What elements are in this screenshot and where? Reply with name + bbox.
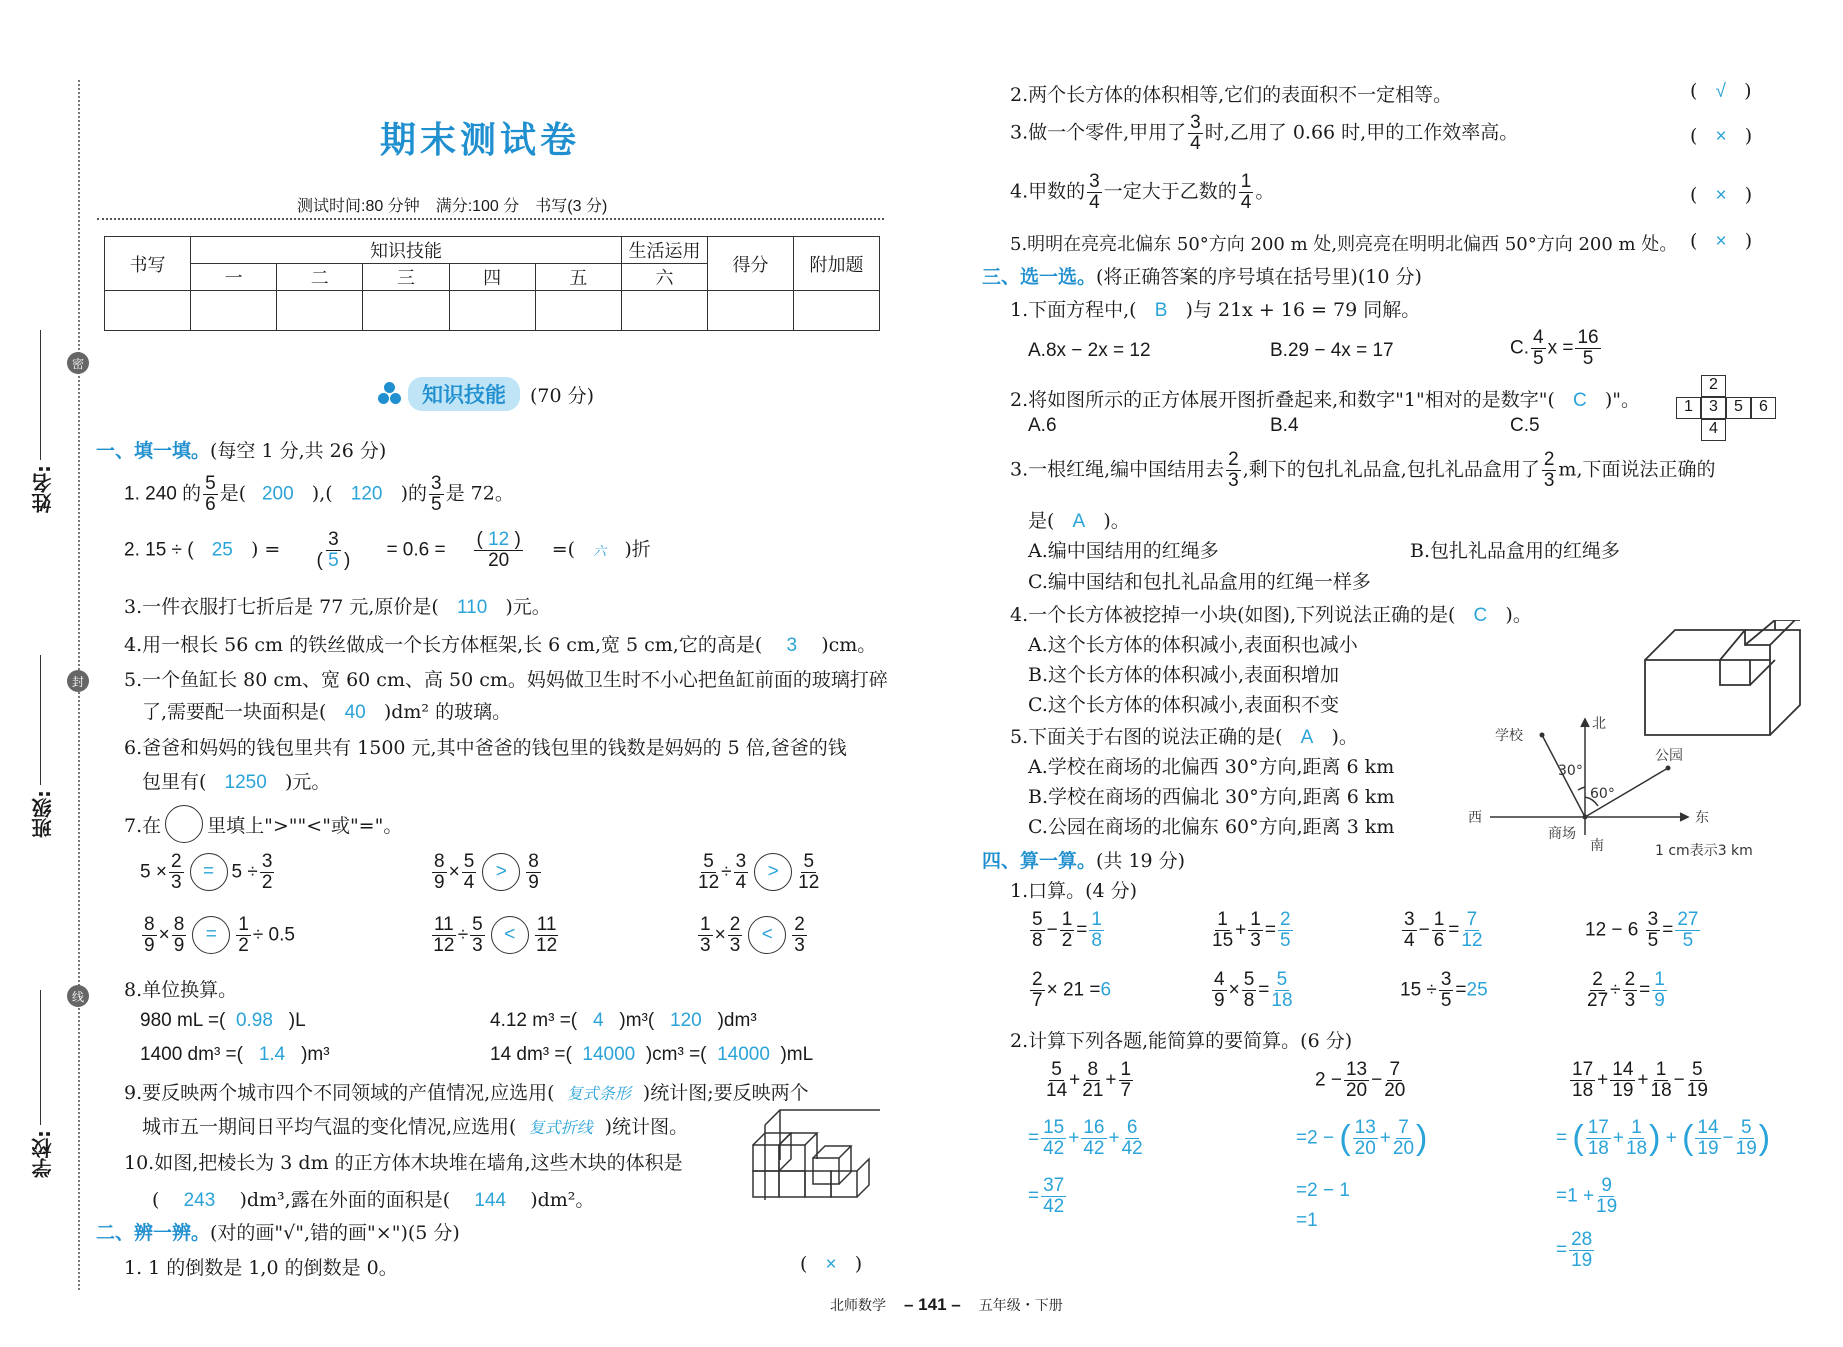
choice-5-C[interactable]: C.公园在商场的北偏东 60°方向,距离 3 km bbox=[1028, 816, 1395, 838]
seal-mi: 密 bbox=[67, 352, 89, 374]
calc-a-step1: = $\frac{15}{42}$ + $\frac{16}{42}$ + $\frac{6}{42}$ bbox=[1028, 1117, 1143, 1159]
choice-1: 1.下面方程中,( B )与 21x + 16 = 79 同解。 bbox=[1010, 299, 1421, 321]
choice-3-B[interactable]: B.包扎礼品盒用的红绳多 bbox=[1410, 540, 1621, 562]
cell-shenghuo: 生活运用 bbox=[622, 237, 708, 264]
choice-2-B[interactable]: B.4 bbox=[1270, 415, 1299, 436]
answer-blank[interactable]: 200 bbox=[261, 483, 294, 505]
q1-8-a4: 14 dm³ =( 14000 )cm³ =( 14000 )mL bbox=[490, 1044, 814, 1065]
choice-4-B[interactable]: B.这个长方体的体积减小,表面积增加 bbox=[1028, 664, 1340, 686]
choice-2-A[interactable]: A.6 bbox=[1028, 415, 1057, 436]
score-input-cell[interactable] bbox=[535, 291, 621, 331]
compare-circle[interactable]: = bbox=[190, 853, 228, 891]
score-input-cell[interactable] bbox=[105, 291, 191, 331]
section2-heading: 二、辨一辨。(对的画"√",错的画"×")(5 分) bbox=[96, 1222, 460, 1244]
choice-2-C[interactable]: C.5 bbox=[1510, 415, 1540, 436]
circle-icon bbox=[165, 805, 203, 843]
q1-3: 3.一件衣服打七折后是 77 元,原价是( 110 )元。 bbox=[124, 596, 551, 618]
calc-2-title: 2.计算下列各题,能简算的要简算。(6 分) bbox=[1010, 1030, 1353, 1052]
judge-4-answer[interactable]: ( × ) bbox=[1690, 184, 1753, 206]
answer-blank[interactable]: 110 bbox=[456, 597, 488, 618]
choice-4-C[interactable]: C.这个长方体的体积减小,表面积不变 bbox=[1028, 694, 1339, 716]
test-info: 测试时间:80 分钟 满分:100 分 书写(3 分) bbox=[297, 198, 608, 215]
compare-1: 5 × $\frac{2}{3}$ = 5 ÷ $\frac{3}{2}$ bbox=[140, 851, 273, 893]
judge-3-answer[interactable]: ( × ) bbox=[1690, 125, 1753, 147]
calc-a-expr: $\frac{5}{14}$ + $\frac{8}{21}$ + $\frac{1}{7}$ bbox=[1046, 1059, 1132, 1101]
calc-1-title: 1.口算。(4 分) bbox=[1010, 880, 1138, 902]
choice-3-C[interactable]: C.编中国结和包扎礼品盒用的红绳一样多 bbox=[1028, 571, 1371, 593]
section-badge bbox=[378, 377, 594, 411]
answer-blank[interactable]: 1250 bbox=[224, 772, 267, 793]
answer-blank[interactable]: 40 bbox=[344, 702, 366, 723]
q1-8-a1: 980 mL =( 0.98 )L bbox=[140, 1010, 306, 1031]
cell-fujia: 附加题 bbox=[794, 237, 880, 291]
svg-text:北: 北 bbox=[1592, 716, 1606, 732]
choice-1-B[interactable]: B.29 − 4x = 17 bbox=[1270, 340, 1394, 361]
seal-feng: 封 bbox=[67, 670, 89, 692]
choice-5-B[interactable]: B.学校在商场的西偏北 30°方向,距离 6 km bbox=[1028, 786, 1395, 808]
class-label: 班级: bbox=[31, 790, 55, 838]
choice-5: 5.下面关于右图的说法正确的是( A )。 bbox=[1010, 726, 1358, 748]
oral-8: $\frac{2}{27}$ ÷ $\frac{2}{3}$ = $\frac{1}{9}$ bbox=[1587, 969, 1665, 1011]
calc-b-step2: =2 − 1 bbox=[1296, 1180, 1350, 1201]
compare-5: $\frac{11}{12}$ ÷ $\frac{5}{3}$ < $\frac{11}{12}$ bbox=[433, 914, 558, 956]
choice-3: 3.一根红绳,编中国结用去 $\frac{2}{3}$ ,剩下的包扎礼品盒,包扎礼品盒用了 $\frac{2}{3}$ m,下面说法正确的 bbox=[1010, 449, 1716, 491]
choice-5-A[interactable]: A.学校在商场的北偏西 30°方向,距离 6 km bbox=[1028, 756, 1395, 778]
oral-1: $\frac{5}{8}$ − $\frac{1}{2}$ = $\frac{1}{8}$ bbox=[1032, 909, 1102, 951]
svg-text:30°: 30° bbox=[1558, 763, 1583, 779]
calc-b-expr: 2 − $\frac{13}{20}$ − $\frac{7}{20}$ bbox=[1315, 1059, 1406, 1101]
stacked-cubes-figure bbox=[745, 1100, 885, 1210]
oral-2: $\frac{1}{15}$ + $\frac{1}{3}$ = $\frac{2}{5}$ bbox=[1212, 909, 1291, 951]
calc-b-step1: =2 − ( $\frac{13}{20}$ + $\frac{7}{20}$ ) bbox=[1296, 1117, 1428, 1159]
section4-heading: 四、算一算。(共 19 分) bbox=[982, 850, 1186, 872]
compare-circle[interactable]: > bbox=[754, 853, 792, 891]
direction-map bbox=[1450, 710, 1770, 860]
col-1: 一 bbox=[191, 264, 277, 291]
svg-text:60°: 60° bbox=[1590, 786, 1615, 802]
choice-3b: 是( A )。 bbox=[1028, 510, 1130, 532]
judge-2-answer[interactable]: ( √ ) bbox=[1690, 80, 1752, 102]
compare-6: $\frac{1}{3}$ × $\frac{2}{3}$ < $\frac{2}{3}$ bbox=[700, 914, 805, 956]
answer-blank[interactable]: 120 bbox=[350, 483, 383, 505]
school-label: 学校: bbox=[31, 1130, 55, 1178]
calc-c-step2: =1 + $\frac{9}{19}$ bbox=[1556, 1175, 1618, 1217]
judge-2: 2.两个长方体的体积相等,它们的表面积不一定相等。 bbox=[1010, 84, 1453, 106]
col-2: 二 bbox=[277, 264, 363, 291]
badge-points: (70 分) bbox=[530, 384, 595, 407]
cell-shuxie: 书写 bbox=[105, 237, 191, 291]
q1-8-title: 8.单位换算。 bbox=[124, 979, 238, 1001]
choice-4-A[interactable]: A.这个长方体的体积减小,表面积也减小 bbox=[1028, 634, 1358, 656]
col-4: 四 bbox=[449, 264, 535, 291]
calc-b-step3: =1 bbox=[1296, 1210, 1318, 1231]
footer bbox=[830, 1295, 1063, 1315]
name-label: 姓名: bbox=[31, 465, 55, 513]
answer-blank[interactable]: 25 bbox=[211, 539, 233, 561]
score-input-cell[interactable] bbox=[277, 291, 363, 331]
judge-1: 1. 1 的倒数是 1,0 的倒数是 0。 bbox=[124, 1257, 398, 1279]
section3-heading: 三、选一选。(将正确答案的序号填在括号里)(10 分) bbox=[982, 266, 1422, 288]
svg-text:学校: 学校 bbox=[1495, 728, 1523, 744]
q1-10b: ( 243 )dm³,露在外面的面积是( 144 )dm²。 bbox=[152, 1189, 595, 1211]
title-divider bbox=[97, 218, 884, 220]
choice-2: 2.将如图所示的正方体展开图折叠起来,和数字"1"相对的是数字"( C )"。 bbox=[1010, 389, 1641, 411]
compare-circle[interactable]: < bbox=[748, 916, 786, 954]
score-input-cell[interactable] bbox=[191, 291, 277, 331]
oral-7: 15 ÷ $\frac{3}{5}$ =25 bbox=[1400, 969, 1488, 1011]
compare-3: $\frac{5}{12}$ ÷ $\frac{3}{4}$ > $\frac{5}{12}$ bbox=[698, 851, 820, 893]
judge-1-answer[interactable]: ( × ) bbox=[800, 1253, 863, 1275]
q1-8-a2: 4.12 m³ =( 4 )m³( 120 )dm³ bbox=[490, 1010, 757, 1031]
col-5: 五 bbox=[535, 264, 621, 291]
section1-heading: 一、填一填。(每空 1 分,共 26 分) bbox=[96, 440, 387, 462]
compare-circle[interactable]: > bbox=[482, 853, 520, 891]
q1-5b: 了,需要配一块面积是( 40 )dm² 的玻璃。 bbox=[142, 701, 512, 723]
footer-book: 北师数学 bbox=[830, 1297, 886, 1313]
col-6: 六 bbox=[622, 264, 708, 291]
cell-defen: 得分 bbox=[708, 237, 794, 291]
clover-icon bbox=[378, 382, 404, 406]
name-line bbox=[40, 330, 41, 460]
svg-text:1 cm表示3 km: 1 cm表示3 km bbox=[1655, 843, 1753, 859]
q1-4: 4.用一根长 56 cm 的铁丝做成一个长方体框架,长 6 cm,宽 5 cm,它的高是( 3 )cm。 bbox=[124, 634, 877, 656]
col-3: 三 bbox=[363, 264, 449, 291]
answer-blank[interactable]: 六 bbox=[593, 544, 607, 560]
calc-c-expr: $\frac{17}{18}$ + $\frac{14}{19}$ + $\frac{1}{18}$ − $\frac{5}{19}$ bbox=[1572, 1059, 1708, 1101]
badge-label: 知识技能 bbox=[408, 377, 520, 411]
compare-circle[interactable]: < bbox=[491, 916, 529, 954]
score-input-cell[interactable] bbox=[363, 291, 449, 331]
choice-3-A[interactable]: A.编中国结用的红绳多 bbox=[1028, 540, 1219, 562]
oral-4: 12 − 6 $\frac{3}{5}$ = $\frac{27}{5}$ bbox=[1585, 909, 1699, 951]
compare-circle[interactable]: = bbox=[192, 916, 230, 954]
q1-5a: 5.一个鱼缸长 80 cm、宽 60 cm、高 50 cm。妈妈做卫生时不小心把鱼缸前面的玻璃打碎 bbox=[124, 669, 888, 691]
svg-text:南: 南 bbox=[1590, 838, 1604, 854]
judge-3: 3.做一个零件,甲用了 $\frac{3}{4}$ 时,乙用了 0.66 时,甲的工作效率高。 bbox=[1010, 112, 1519, 154]
svg-text:商场: 商场 bbox=[1548, 826, 1576, 842]
compare-2: $\frac{8}{9}$ × $\frac{5}{4}$ > $\frac{8}{9}$ bbox=[434, 851, 539, 893]
q1-9b: 城市五一期间日平均气温的变化情况,应选用( 复式折线 )统计图。 bbox=[142, 1116, 689, 1138]
q1-2: 2. 15 ÷ ( 25 ) = $\frac{3}{( 5 )}$ = 0.6 = $\frac{( 12 )}{20}$ =( 六 )折 bbox=[124, 529, 651, 571]
q1-6a: 6.爸爸和妈妈的钱包里共有 1500 元,其中爸爸的钱包里的钱数是妈妈的 5 倍,爸爸的钱 bbox=[124, 737, 847, 759]
choice-1-A[interactable]: A.8x − 2x = 12 bbox=[1028, 340, 1151, 361]
q1-10a: 10.如图,把棱长为 3 dm 的正方体木块堆在墙角,这些木块的体积是 bbox=[124, 1152, 683, 1174]
oral-3: $\frac{3}{4}$ − $\frac{1}{6}$ = $\frac{7}{12}$ bbox=[1404, 909, 1483, 951]
q1-1: 1. 240 的 $\frac{5}{6}$ 是( 200 ),( 120 )的 $\frac{3}{5}$ 是 72。 bbox=[124, 473, 514, 515]
svg-text:公园: 公园 bbox=[1655, 748, 1683, 764]
choice-4: 4.一个长方体被挖掉一小块(如图),下列说法正确的是( C )。 bbox=[1010, 604, 1532, 626]
q1-6b: 包里有( 1250 )元。 bbox=[142, 771, 331, 793]
oral-5: $\frac{2}{7}$ × 21 =6 bbox=[1032, 969, 1112, 1011]
calc-c-step1: = ( $\frac{17}{18}$ + $\frac{1}{18}$ ) + ( $\frac{14}{19}$ − $\frac{5}{19}$ ) bbox=[1556, 1117, 1771, 1159]
svg-text:西: 西 bbox=[1468, 810, 1482, 826]
oral-6: $\frac{4}{9}$ × $\frac{5}{8}$ = $\frac{5}{18}$ bbox=[1214, 969, 1293, 1011]
cell-zhishi: 知识技能 bbox=[191, 237, 622, 264]
judge-4: 4.甲数的 $\frac{3}{4}$ 一定大于乙数的 $\frac{1}{4}$ 。 bbox=[1010, 171, 1275, 213]
answer-blank[interactable]: 3 bbox=[786, 635, 798, 656]
calc-c-step3: = $\frac{28}{19}$ bbox=[1556, 1229, 1593, 1271]
footer-grade: 五年级・下册 bbox=[978, 1297, 1063, 1313]
score-input-cell[interactable] bbox=[794, 291, 880, 331]
judge-5: 5.明明在亮亮北偏东 50°方向 200 m 处,则亮亮在明明北偏西 50°方向 200 m 处。 bbox=[1010, 234, 1678, 255]
judge-5-answer[interactable]: ( × ) bbox=[1690, 230, 1753, 252]
seal-xian: 线 bbox=[67, 985, 89, 1007]
compare-4: $\frac{8}{9}$ × $\frac{8}{9}$ = $\frac{1}{2}$ ÷ 0.5 bbox=[144, 914, 295, 956]
score-input-cell[interactable] bbox=[449, 291, 535, 331]
q1-7: 7.在 里填上">""<"或"="。 bbox=[124, 805, 402, 843]
school-line bbox=[40, 990, 41, 1125]
choice-1-C[interactable]: C. $\frac{4}{5}$ x = $\frac{16}{5}$ bbox=[1510, 327, 1599, 369]
class-line bbox=[40, 655, 41, 785]
q1-9a: 9.要反映两个城市四个不同领域的产值情况,应选用( 复式条形 )统计图;要反映两个 bbox=[124, 1082, 809, 1104]
score-input-cell[interactable] bbox=[708, 291, 794, 331]
svg-text:东: 东 bbox=[1695, 810, 1709, 826]
q1-8-a3: 1400 dm³ =( 1.4 )m³ bbox=[140, 1044, 330, 1065]
page-title: 期末测试卷 bbox=[380, 120, 581, 161]
score-input-cell[interactable] bbox=[622, 291, 708, 331]
page-number: – 141 – bbox=[904, 1295, 961, 1314]
score-table bbox=[104, 236, 880, 331]
calc-a-step2: = $\frac{37}{42}$ bbox=[1028, 1175, 1065, 1217]
